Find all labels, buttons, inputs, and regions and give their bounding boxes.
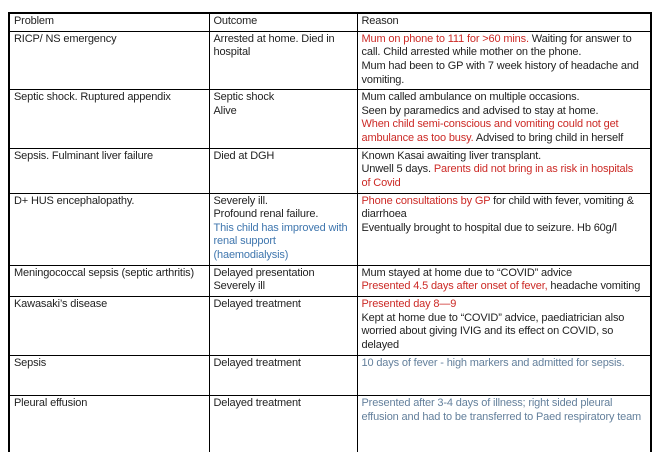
paragraph: [214, 195, 351, 209]
text-run: Mum called ambulance on multiple occasions.: [361, 91, 580, 104]
text-run: Septic shock. Ruptured appendix: [14, 91, 171, 104]
cell-outcome: [209, 193, 357, 265]
cell-reason: [357, 395, 651, 452]
paragraph: [214, 267, 351, 281]
text-run: Unwell 5 days.: [361, 163, 434, 176]
cell-reason: [357, 90, 651, 149]
cell-problem: [9, 90, 209, 149]
cell-outcome: [209, 395, 357, 452]
text-run: 10 days of fever - high markers and admitted for sepsis.: [361, 356, 625, 369]
header-problem: Problem: [9, 13, 209, 31]
case-table-body: [9, 31, 651, 452]
paragraph: [214, 357, 351, 371]
paragraph: [362, 312, 645, 353]
paragraph: [362, 150, 645, 164]
cell-problem: [9, 31, 209, 90]
text-run: Alive: [213, 104, 237, 117]
text-run: Meningococcal sepsis (septic arthritis): [14, 266, 194, 279]
paragraph: [362, 60, 645, 87]
paragraph: [362, 195, 645, 222]
text-run: RICP/ NS emergency: [14, 32, 117, 45]
text-run: Severely ill.: [213, 194, 268, 207]
paragraph: [362, 267, 645, 281]
case-table-header: [9, 13, 651, 31]
paragraph: [362, 163, 645, 190]
text-run: Sepsis: [14, 356, 47, 369]
paragraph: [362, 118, 645, 145]
header-row: [9, 13, 651, 31]
paragraph: [362, 222, 645, 236]
text-run: D+ HUS encephalopathy.: [14, 194, 135, 207]
cell-outcome: [209, 296, 357, 355]
cell-outcome: [209, 148, 357, 193]
text-run: Presented day 8—9: [361, 297, 457, 310]
cell-reason: [357, 31, 651, 90]
paragraph: [362, 397, 645, 424]
paragraph: [362, 298, 645, 312]
text-run: Waiting for answer to call. Child arrested while mother on the phone.: [361, 32, 632, 59]
cell-reason: [357, 355, 651, 395]
header-reason: Reason: [357, 13, 651, 31]
table-row: [9, 148, 651, 193]
text-run: Advised to bring child in herself: [473, 132, 624, 144]
paragraph: [362, 357, 645, 371]
text-run: Parents did not bring in as risk in hospitals of Covid: [361, 163, 634, 189]
cell-outcome: [209, 355, 357, 395]
text-run: Septic shock: [213, 91, 275, 104]
text-run: Mum stayed at home due to “COVID” advice: [361, 266, 572, 279]
paragraph: [14, 195, 203, 209]
paragraph: [214, 397, 351, 411]
table-row: [9, 395, 651, 452]
cell-problem: [9, 296, 209, 355]
paragraph: [214, 298, 351, 312]
cell-reason: [357, 296, 651, 355]
text-run: Delayed treatment: [213, 297, 301, 310]
paragraph: [214, 33, 351, 60]
cell-outcome: [209, 90, 357, 149]
paragraph: [14, 33, 203, 47]
text-run: Delayed presentation: [213, 266, 315, 279]
paragraph: [14, 397, 203, 411]
text-run: Died at DGH: [213, 149, 275, 162]
cell-problem: [9, 148, 209, 193]
table-row: [9, 193, 651, 265]
text-run: Pleural effusion: [14, 396, 88, 409]
text-run: This child has improved with renal support (haemodialysis): [213, 221, 348, 261]
table-row: [9, 90, 651, 149]
text-run: Phone consultations by GP: [361, 194, 491, 207]
cell-reason: [357, 193, 651, 265]
text-run: Arrested at home. Died in hospital: [213, 32, 335, 59]
text-run: for child with fever, vomiting & diarrhoea: [361, 194, 634, 221]
text-run: Mum on phone to 111 for >60 mins.: [361, 32, 529, 45]
cell-outcome: [209, 265, 357, 296]
paragraph: [362, 280, 645, 294]
cell-problem: [9, 355, 209, 395]
cell-reason: [357, 265, 651, 296]
paragraph: [214, 105, 351, 119]
text-run: Delayed treatment: [213, 396, 301, 409]
cell-problem: [9, 395, 209, 452]
table-row: [9, 355, 651, 395]
table-row: [9, 296, 651, 355]
text-run: Profound renal failure.: [213, 208, 319, 221]
table-row: [9, 265, 651, 296]
cell-problem: [9, 265, 209, 296]
table-row: [9, 31, 651, 90]
text-run: Presented after 3-4 days of illness; right sided pleural effusion and had to be transferred to Paed respiratory team: [361, 396, 642, 423]
paragraph: [214, 150, 351, 164]
paragraph: [214, 91, 351, 105]
paragraph: [362, 33, 645, 60]
cell-problem: [9, 193, 209, 265]
text-run: Presented 4.5 days after onset of fever,: [361, 280, 548, 293]
paragraph: [14, 267, 203, 281]
text-run: Kept at home due to “COVID” advice, paediatrician also worried about giving IVIG and its effect on COVID, so delayed: [361, 311, 625, 351]
text-run: Delayed treatment: [213, 356, 301, 369]
paragraph: [14, 357, 203, 371]
paragraph: [362, 91, 645, 105]
cell-reason: [357, 148, 651, 193]
case-table: [8, 12, 652, 452]
paragraph: [214, 280, 351, 294]
text-run: headache vomiting: [547, 280, 641, 293]
text-run: When child semi-conscious and vomiting could not get ambulance as too busy.: [361, 118, 619, 144]
paragraph: [362, 105, 645, 119]
paragraph: [14, 298, 203, 312]
text-run: Severely ill: [213, 280, 265, 293]
text-run: Kawasaki’s disease: [14, 297, 108, 310]
text-run: Seen by paramedics and advised to stay at home.: [361, 104, 599, 117]
paragraph: [14, 91, 203, 105]
text-run: Sepsis. Fulminant liver failure: [14, 149, 154, 162]
paragraph: [14, 150, 203, 164]
cell-outcome: [209, 31, 357, 90]
header-outcome: Outcome: [209, 13, 357, 31]
paragraph: [214, 222, 351, 263]
text-run: Mum had been to GP with 7 week history of headache and vomiting.: [361, 59, 639, 86]
paragraph: [214, 208, 351, 222]
text-run: Known Kasai awaiting liver transplant.: [361, 149, 542, 162]
text-run: Eventually brought to hospital due to seizure. Hb 60g/l: [361, 221, 617, 234]
